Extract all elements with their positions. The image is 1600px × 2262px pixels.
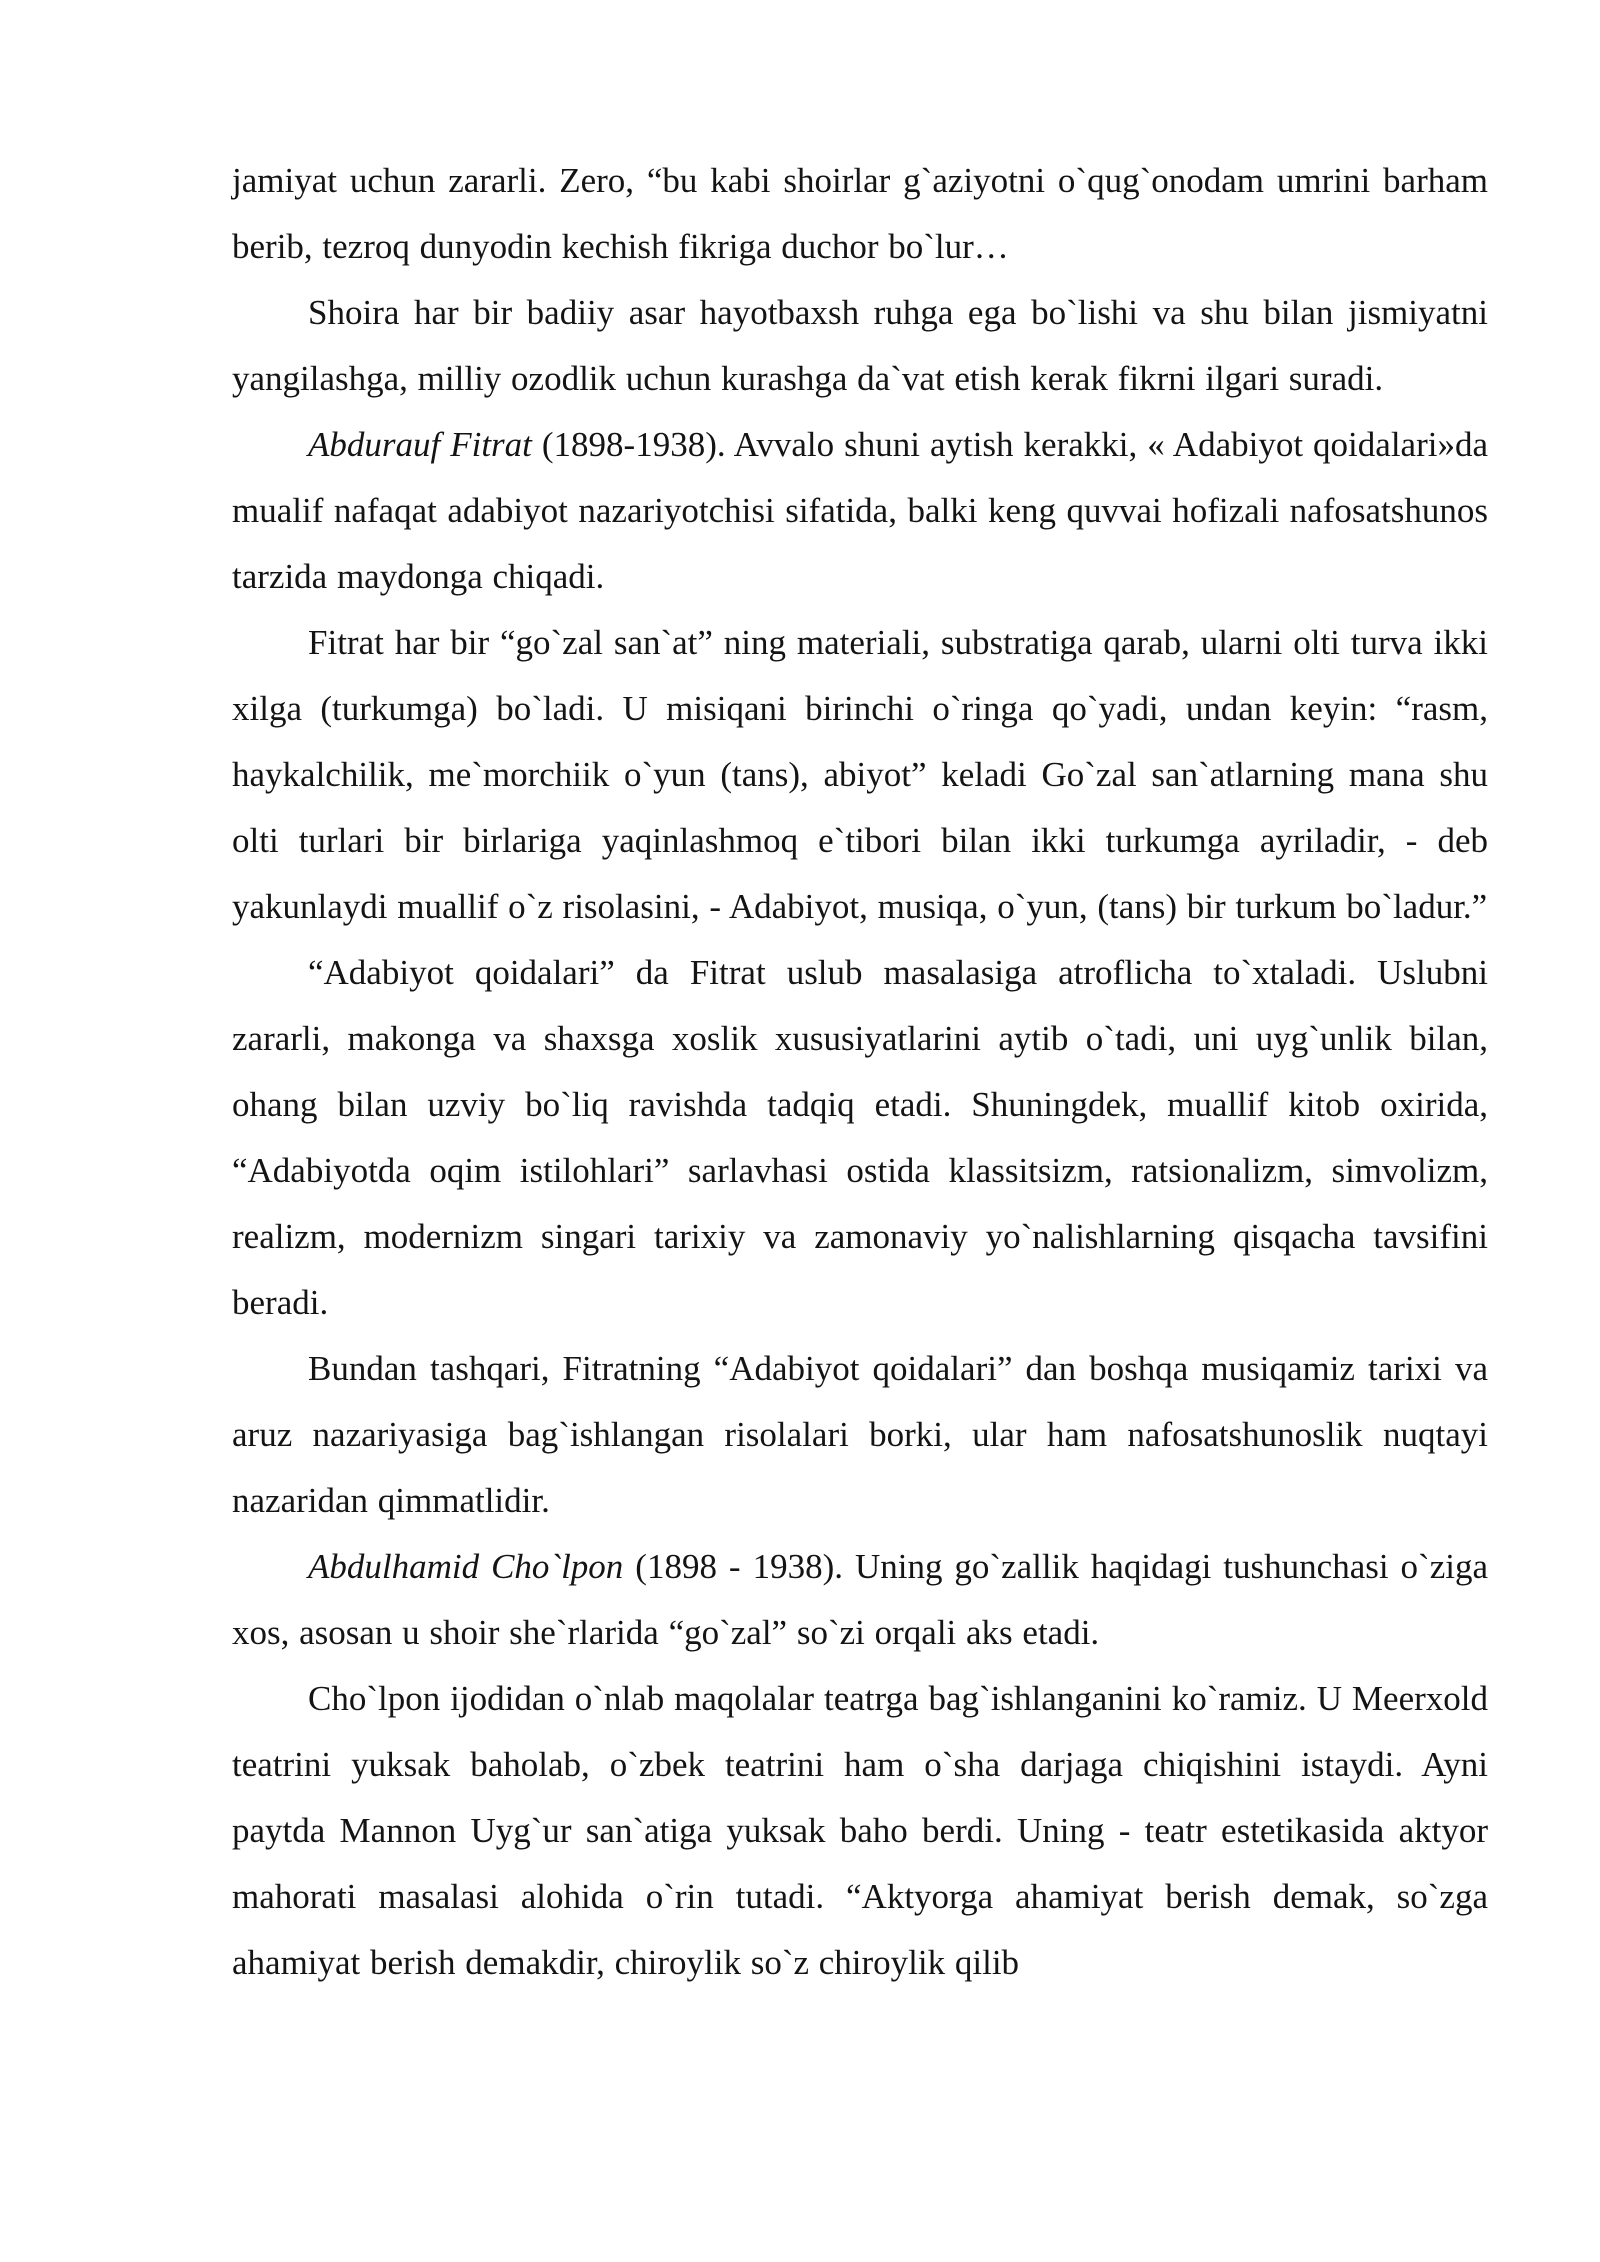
paragraph-text: Bundan tashqari, Fitratning “Adabiyot qoidalari” dan boshqa musiqamiz tarixi va aruz nazariyasiga bag`ishlangan risolalari borki, ular ham nafosatshunoslik nuqtayi nazaridan qimmatlidir. <box>232 1349 1488 1520</box>
paragraph <box>232 1534 1488 1666</box>
document-body <box>232 148 1488 1996</box>
paragraph <box>232 940 1488 1336</box>
paragraph <box>232 148 1488 280</box>
paragraph-text: Fitrat har bir “go`zal san`at” ning materiali, substratiga qarab, ularni olti turva ikki xilga (turkumga) bo`ladi. U misiqani birinchi o`ringa qo`yadi, undan keyin: “rasm, haykalchilik, me`morchiik o`yun (tans), abiyot” keladi Go`zal san`atlarning mana shu olti turlari bir birlariga yaqinlashmoq e`tibori bilan ikki turkumga ayriladir, - deb yakunlaydi muallif o`z risolasini, - Adabiyot, musiqa, o`yun, (tans) bir turkum bo`ladur.” <box>232 623 1488 926</box>
paragraph <box>232 412 1488 610</box>
paragraph-text: jamiyat uchun zararli. Zero, “bu kabi shoirlar g`aziyotni o`qug`onodam umrini barham berib, tezroq dunyodin kechish fikriga duchor bo`lur… <box>232 161 1488 266</box>
paragraph-text: Cho`lpon ijodidan o`nlab maqolalar teatrga bag`ishlanganini ko`ramiz. U Meerxold teatrini yuksak baholab, o`zbek teatrini ham o`sha darjaga chiqishini istaydi. Ayni paytda Mannon Uyg`ur san`atiga yuksak baho berdi. Uning - teatr estetikasida aktyor mahorati masalasi alohida o`rin tutadi. “Aktyorga ahamiyat berish demak, so`zga ahamiyat berish demakdir, chiroylik so`z chiroylik qilib <box>232 1679 1488 1982</box>
author-name: Abdulhamid Cho`lpon <box>308 1547 624 1586</box>
paragraph-text: “Adabiyot qoidalari” da Fitrat uslub masalasiga atroflicha to`xtaladi. Uslubni zararli, makonga va shaxsga xoslik xususiyatlarini aytib o`tadi, uni uyg`unlik bilan, ohang bilan uzviy bo`liq ravishda tadqiq etadi. Shuningdek, muallif kitob oxirida, “Adabiyotda oqim istilohlari” sarlavhasi ostida klassitsizm, ratsionalizm, simvolizm, realizm, modernizm singari tarixiy va zamonaviy yo`nalishlarning qisqacha tavsifini beradi. <box>232 953 1488 1322</box>
paragraph <box>232 1336 1488 1534</box>
author-name: Abdurauf Fitrat <box>308 425 532 464</box>
paragraph-text: Shoira har bir badiiy asar hayotbaxsh ruhga ega bo`lishi va shu bilan jismiyatni yangilashga, milliy ozodlik uchun kurashga da`vat etish kerak fikrni ilgari suradi. <box>232 293 1488 398</box>
paragraph <box>232 280 1488 412</box>
paragraph-text: (1898 - 1938). Uning go`zallik haqidagi tushunchasi o`ziga xos, asosan u shoir she`rlarida “go`zal” so`zi orqali aks etadi. <box>232 1547 1488 1652</box>
paragraph-text: (1898-1938). Avvalo shuni aytish kerakki, « Adabiyot qoidalari»da mualif nafaqat adabiyot nazariyotchisi sifatida, balki keng quvvai hofizali nafosatshunos tarzida maydonga chiqadi. <box>232 425 1488 596</box>
paragraph <box>232 1666 1488 1996</box>
paragraph <box>232 610 1488 940</box>
